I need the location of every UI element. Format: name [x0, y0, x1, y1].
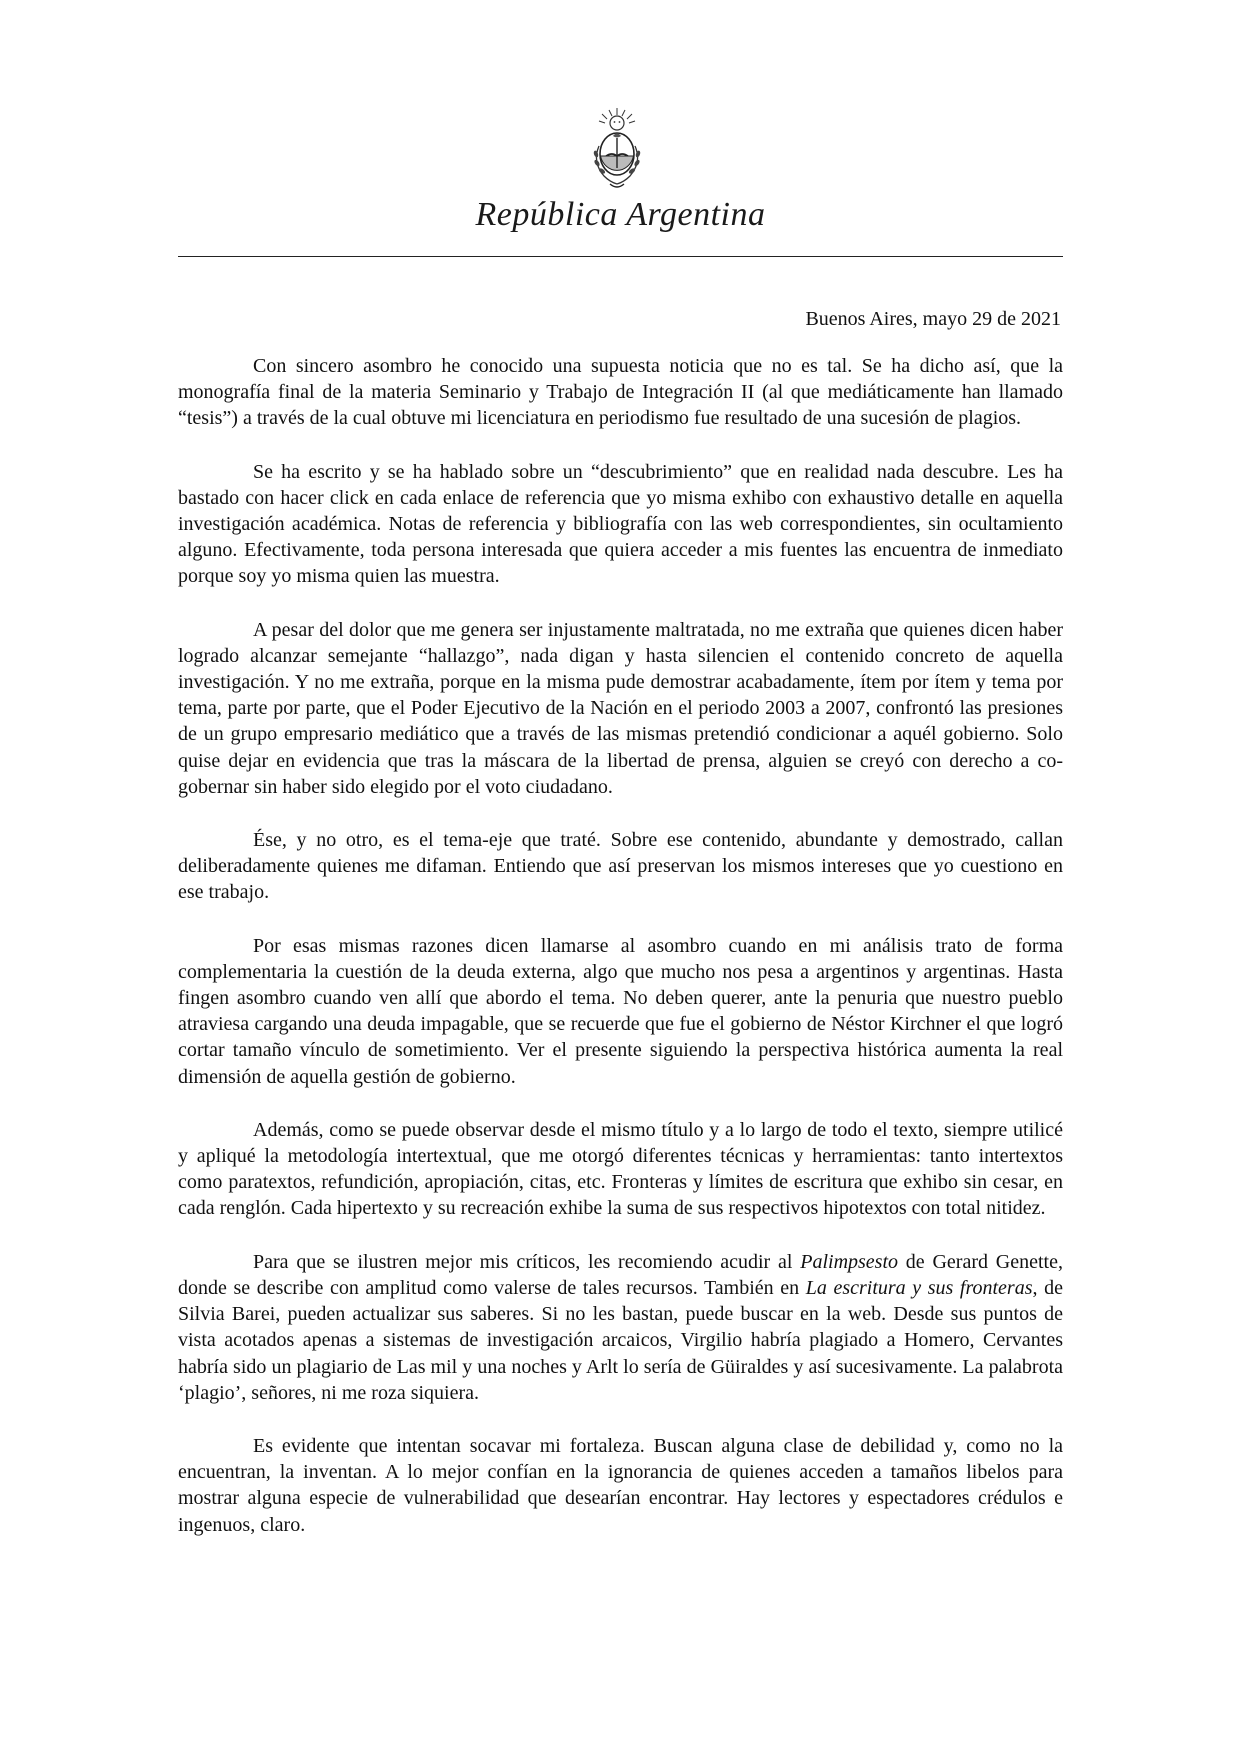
paragraph-2: Se ha escrito y se ha hablado sobre un “descubrimiento” que en realidad nada descubre. Les ha bastado con hacer click en cada enlace de referencia que yo misma exhibo con exhaustivo detalle en aquella investigación académica. Notas de referencia y bibliografía con las web correspondientes, sin ocultamiento alguno. Efectivamente, toda persona interesada que quiera acceder a mis fuentes las encuentra de inmediato porque soy yo misma quien las muestra. [178, 460, 1063, 588]
book-title-palimpsesto: Palimpsesto [800, 1250, 899, 1273]
letterhead-divider [178, 256, 1063, 257]
letter-date: Buenos Aires, mayo 29 de 2021 [805, 308, 1061, 330]
paragraph-8: Es evidente que intentan socavar mi fortaleza. Buscan alguna clase de debilidad y, como no la encuentran, la inventan. A lo mejor confían en la ignorancia de quienes acceden a tamaños libelos para mostrar alguna especie de vulnerabilidad que desearían encontrar. Hay lectores y espectadores crédulos e ingenuos, claro. [178, 1434, 1063, 1536]
paragraph-3: A pesar del dolor que me genera ser injustamente maltratada, no me extraña que quienes dicen haber logrado alcanzar semejante “hallazgo”, nada digan y hasta silencien el contenido concreto de aquella investigación. Y no me extraña, porque en la misma pude demostrar acabadamente, ítem por ítem y tema por tema, parte por parte, que el Poder Ejecutivo de la Nación en el periodo 2003 a 2007, confrontó las presiones de un grupo empresario mediático que a través de las mismas pretendió condicionar a aquél gobierno. Solo quise dejar en evidencia que tras la máscara de la libertad de prensa, alguien se creyó con derecho a co-gobernar sin haber sido elegido por el voto ciudadano. [178, 618, 1063, 798]
paragraph-7 [178, 1249, 1063, 1406]
coat-of-arms-icon [588, 106, 646, 192]
paragraph-1: Con sincero asombro he conocido una supuesta noticia que no es tal. Se ha dicho así, que la monografía final de la materia Seminario y Trabajo de Integración II (al que mediáticamente han llamado “tesis”) a través de la cual obtuve mi licenciatura en periodismo fue resultado de una sucesión de plagios. [178, 355, 1063, 430]
paragraph-7-text-b: de Gerard Genette, donde se describe con amplitud como valerse de tales recursos. También en [178, 1250, 1063, 1299]
paragraph-6: Además, como se puede observar desde el mismo título y a lo largo de todo el texto, siempre utilicé y apliqué la metodología intertextual, que me otorgó diferentes técnicas y herramientas: tanto intertextos como paratextos, refundición, apropiación, citas, etc. Fronteras y límites de escritura que exhibo sin cesar, en cada renglón. Cada hipertexto y su recreación exhibe la suma de sus respectivos hipotextos con total nitidez. [178, 1118, 1063, 1220]
letter-body [178, 353, 1063, 1565]
paragraph-7-text-c: , de Silvia Barei, pueden actualizar sus saberes. Si no les bastan, puede buscar en la web. Desde sus puntos de vista acotados apenas a sistemas de investigación arcaicos, Virgilio habría plagiado a Homero, Cervantes habría sido un plagiario de Las mil y una noches y Arlt lo sería de Güiraldes y así sucesivamente. La palabrota ‘plagio’, señores, ni me roza siquiera. [178, 1276, 1063, 1404]
paragraph-4: Ése, y no otro, es el tema-eje que traté. Sobre ese contenido, abundante y demostrado, callan deliberadamente quienes me difaman. Entiendo que así preservan los mismos intereses que yo cuestiono en ese trabajo. [178, 829, 1063, 904]
paragraph-7-text-a: Para que se ilustren mejor mis críticos, les recomiendo acudir al [253, 1250, 801, 1273]
letterhead-title: República Argentina [475, 196, 766, 233]
paragraph-5: Por esas mismas razones dicen llamarse al asombro cuando en mi análisis trato de forma complementaria la cuestión de la deuda externa, algo que mucho nos pesa a argentinos y argentinas. Hasta fingen asombro cuando ven allí que abordo el tema. No deben querer, ante la penuria que nuestro pueblo atraviesa cargando una deuda impagable, que se recuerde que fue el gobierno de Néstor Kirchner el que logró cortar tamaño vínculo de sometimiento. Ver el presente siguiendo la perspectiva histórica aumenta la real dimensión de aquella gestión de gobierno. [178, 934, 1063, 1088]
book-title-la-escritura: La escritura y sus fronteras [805, 1276, 1033, 1299]
